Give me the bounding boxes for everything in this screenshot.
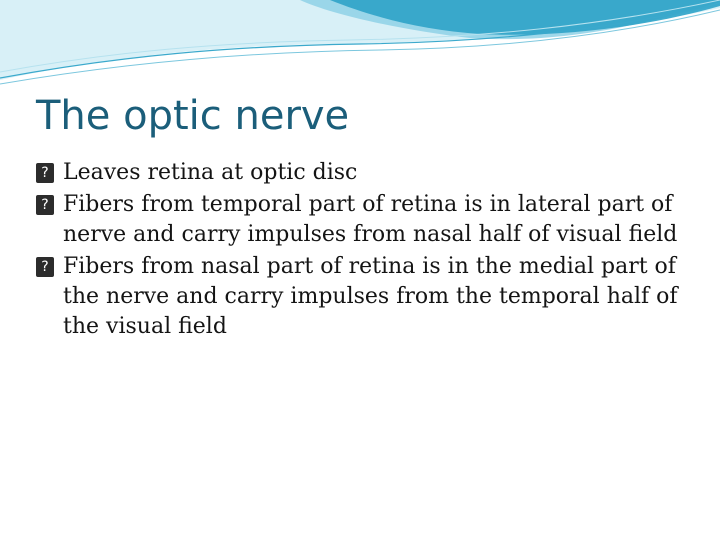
header-wave-decoration xyxy=(0,0,720,90)
bullet-text: Leaves retina at optic disc xyxy=(63,160,358,185)
bullet-item xyxy=(36,158,696,188)
missing-glyph-box-icon xyxy=(36,158,63,188)
missing-glyph-box-icon xyxy=(36,252,63,282)
bullet-item xyxy=(36,190,696,250)
missing-glyph-box-icon xyxy=(36,190,63,220)
bullet-list xyxy=(36,158,696,344)
bullet-text: Fibers from temporal part of retina is in lateral part of nerve and carry impulses from nasal half of visual field xyxy=(63,192,678,247)
slide-title: The optic nerve xyxy=(36,93,350,139)
bullet-item xyxy=(36,252,696,342)
bullet-text: Fibers from nasal part of retina is in the medial part of the nerve and carry impulses from the temporal half of the visual field xyxy=(63,254,678,339)
